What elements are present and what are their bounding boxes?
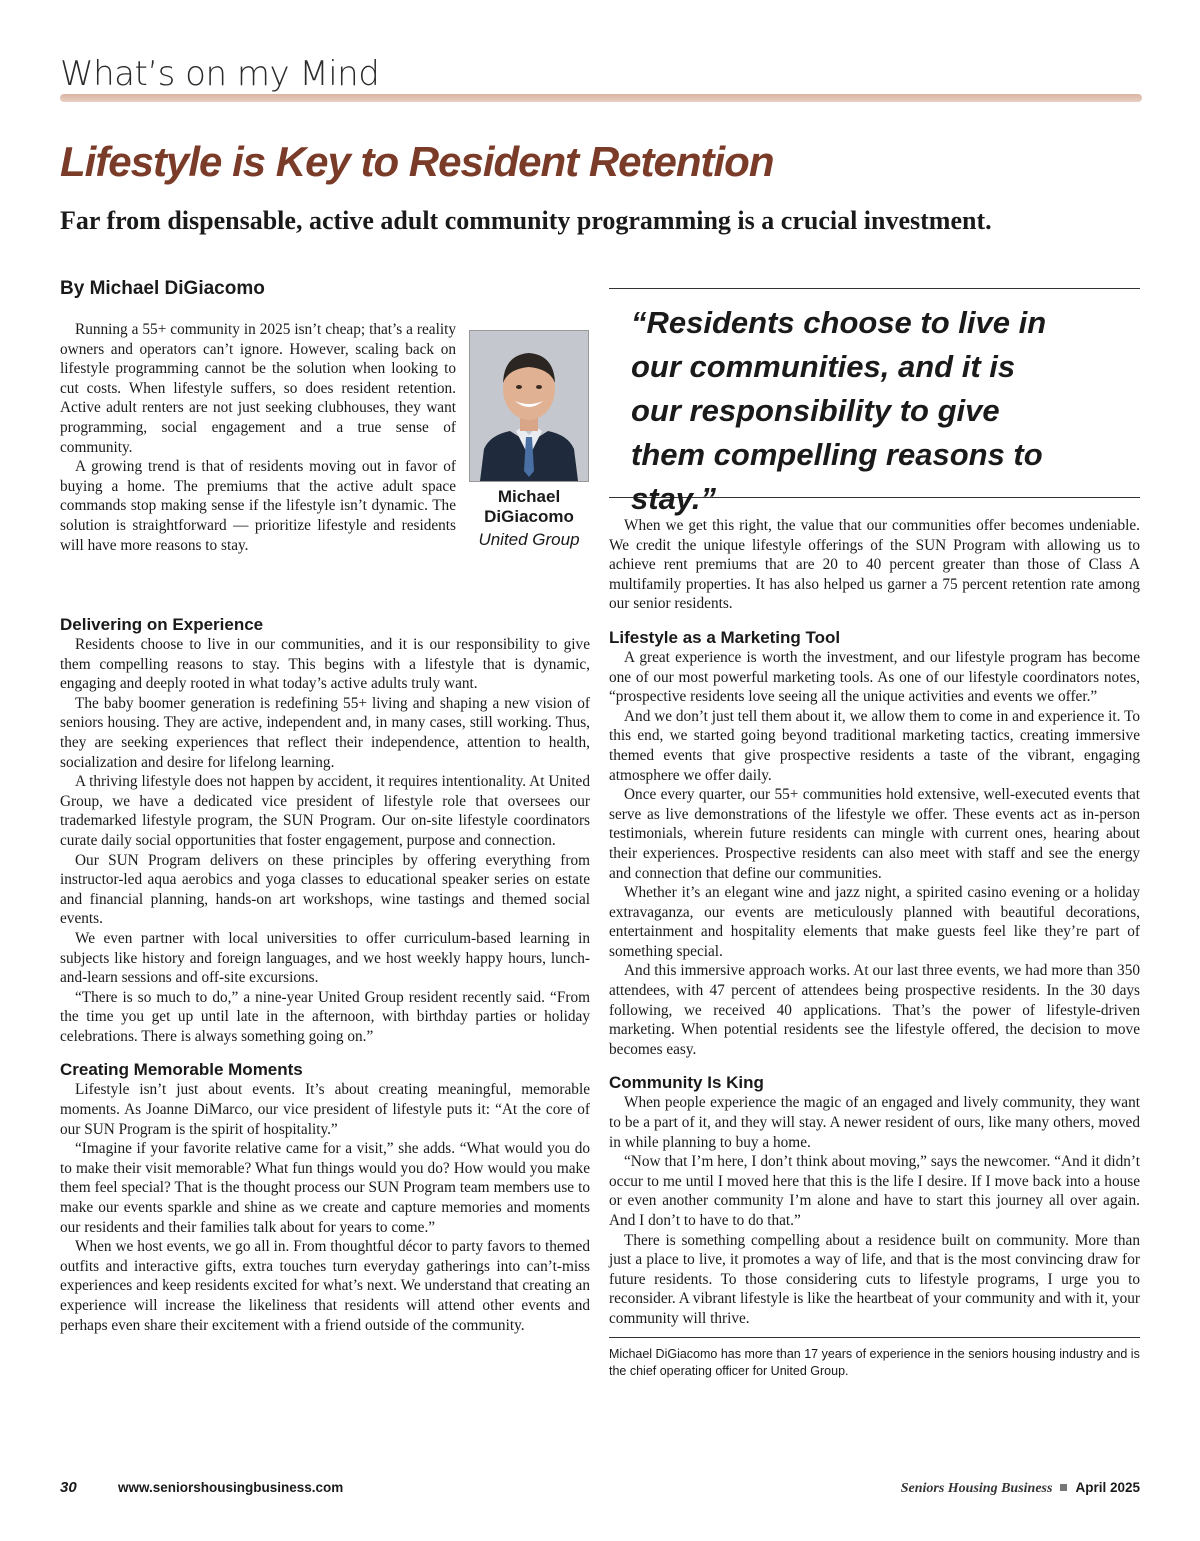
author-bio: Michael DiGiacomo has more than 17 years of experience in the seniors housing industry and is the chief operating officer for United Group. [609, 1337, 1140, 1380]
right-column [609, 516, 1140, 1380]
page-number: 30 [60, 1479, 77, 1496]
author-photo-figure [468, 330, 590, 551]
portrait-illustration [470, 331, 588, 481]
page-footer [60, 1479, 1140, 1501]
publication-info [901, 1480, 1140, 1497]
paragraph: And we don’t just tell them about it, we allow them to come in and experience it. To this end, we started going beyond traditional marketing tactics, creating immersive themed events that give prospective residents a taste of the vibrant, engaging atmosphere we offer daily. [609, 707, 1140, 784]
section-heading-memorable: Creating Memorable Moments [60, 1060, 303, 1080]
paragraph: There is something compelling about a residence built on community. More than just a place to live, it promotes a way of life, and that is the most convincing draw for future residents. To those considering cuts to lifestyle programs, I urge you to reconsider. A vibrant lifestyle is like the heartbeat of your community and with it, your community will thrive. [609, 1231, 1140, 1327]
author-photo [469, 330, 589, 482]
pull-quote-text: “Residents choose to live in our communities, and it is our responsibility to give them compelling reasons to stay.” [631, 305, 1047, 516]
paragraph: When we get this right, the value that our communities offer becomes undeniable. We credit the unique lifestyle offerings of the SUN Program with allowing us to achieve rent premiums that are 20 to 40 percent greater than those of Class A multifamily properties. It has also helped us garner a 75 percent retention rate among our senior residents. [609, 517, 1140, 613]
paragraph: Residents choose to live in our communities, and it is our responsibility to give them compelling reasons to stay. This begins with a lifestyle that is dynamic, engaging and deeply rooted in what today’s active adults truly want. [60, 636, 590, 693]
paragraph: When people experience the magic of an engaged and lively community, they want to be a part of it, and they will stay. A newer resident of ours, like many others, moved in while planning to buy a home. [609, 1094, 1140, 1151]
section-heading-delivering: Delivering on Experience [60, 615, 264, 634]
left-column [60, 615, 590, 1335]
photo-caption-name: Michael [497, 487, 561, 506]
paragraph: A thriving lifestyle does not happen by accident, it requires intentionality. At United Group, we have a dedicated vice president of lifestyle role that oversees our trademarked lifestyle program, the SUN Program. Our on-site lifestyle coordinators curate daily social opportunities that foster engagement, purpose and connection. [60, 773, 590, 849]
byline: By Michael DiGiacomo [60, 278, 265, 299]
paragraph: When we host events, we go all in. From thoughtful décor to party favors to themed outfits and interactive gifts, extra touches turn everyday gatherings into can’t-miss experiences and keep residents excited for what’s next. We understand that creating an experience will increase the likeliness that residents will attend other events and perhaps even share their excitement with a friend outside of the community. [60, 1238, 590, 1334]
photo-caption-company: United Group [478, 530, 580, 549]
paragraph: Lifestyle isn’t just about events. It’s about creating meaningful, memorable moments. As Joanne DiMarco, our vice president of lifestyle puts it: “At the core of our SUN Program is the spirit of hospitality.” [60, 1081, 590, 1138]
paragraph: And this immersive approach works. At our last three events, we had more than 350 attendees, with 47 percent of attendees being prospective residents. In the 30 days following, we received 40 applications. That’s the power of lifestyle-driven marketing. When potential residents see the lifestyle offered, the decision to move becomes easy. [609, 962, 1140, 1058]
section-heading-marketing: Lifestyle as a Marketing Tool [609, 627, 841, 647]
paragraph: Once every quarter, our 55+ communities hold extensive, well-executed events that serve as live demonstrations of the lifestyle we offer. These events act as in-person testimonials, wherein future residents can mingle with current ones, hearing about their experiences. Prospective residents can also meet with staff and see the energy and connection that define our communities. [609, 786, 1140, 882]
paragraph: “Imagine if your favorite relative came for a visit,” she adds. “What would you do to make their visit memorable? What fun things would you do? How would you make them feel special? That is the thought process our SUN Program team members use to make our events sparkle and shine as we create and capture memories and moments our residents and their families talk about for years to come.” [60, 1140, 590, 1236]
paragraph: A growing trend is that of residents moving out in favor of buying a home. The premiums that the active adult space commands stop making sense if the lifestyle isn’t dynamic. The solution is straightforward — prioritize lifestyle and residents will have more reasons to stay. [60, 458, 456, 554]
photo-caption-surname: DiGiacomo [484, 507, 574, 526]
square-separator-icon [1060, 1484, 1067, 1491]
paragraph: A great experience is worth the investment, and our lifestyle program has become one of our most powerful marketing tools. As one of our lifestyle coordinators notes, “prospective residents love seeing all the unique activities and events we offer.” [609, 648, 1140, 706]
section-label: What’s on my Mind [60, 54, 380, 94]
paragraph: We even partner with local universities to offer curriculum-based learning in subjects like history and foreign languages, and we host weekly happy hours, lunch-and-learn sessions and off-site excursions. [60, 929, 590, 987]
pull-quote [609, 288, 1140, 516]
paragraph: Running a 55+ community in 2025 isn’t cheap; that’s a reality owners and operators can’t ignore. However, scaling back on lifestyle programming cannot be the solution when looking to cut costs. When lifestyle suffers, so does resident retention. Active adult renters are not just seeking clubhouses, they want programming, social engagement and a true sense of community. [60, 321, 456, 456]
publication-name: Seniors Housing Business [900, 1481, 1053, 1496]
paragraph: “There is so much to do,” a nine-year United Group resident recently said. “From the time you get up until late in the afternoon, with birthday parties or holiday celebrations. There is always something going on.” [60, 988, 590, 1045]
paragraph: Whether it’s an elegant wine and jazz night, a spirited casino evening or a holiday extravaganza, our events are meticulously planned with beautiful decorations, entertainment and hospitality elements that make guests feel like they’re part of something special. [609, 884, 1140, 960]
section-heading-community: Community Is King [609, 1073, 764, 1093]
paragraph: The baby boomer generation is redefining 55+ living and shaping a new vision of seniors housing. They are active, independent and, in many cases, still working. Thus, they are seeking experiences that reflect their independence, attention to health, socialization and desire for lifelong learning. [60, 694, 590, 771]
website-link[interactable]: www.seniorshousingbusiness.com [118, 1480, 344, 1495]
paragraph: “Now that I’m here, I don’t think about moving,” says the newcomer. “And it didn’t occur to me until I moved here that this is the life I desire. If I move back into a house or even another community I’m alone and have to start this journey all over again. And I don’t to have to do that.” [609, 1153, 1140, 1229]
paragraph: Our SUN Program delivers on these principles by offering everything from instructor-led aqua aerobics and yoga classes to educational speaker series on estate and financial planning, hands-on art workshops, wine tastings and themed social events. [60, 851, 590, 928]
intro-text [60, 320, 456, 555]
section-divider [60, 94, 1142, 102]
issue-date: April 2025 [1075, 1480, 1140, 1495]
article-title: Lifestyle is Key to Resident Retention [60, 138, 774, 185]
article-subtitle: Far from dispensable, active adult community programming is a crucial investment. [60, 206, 992, 235]
